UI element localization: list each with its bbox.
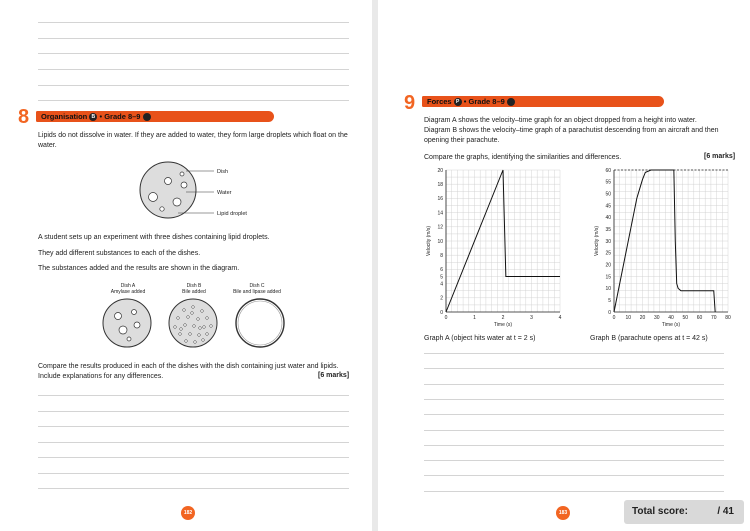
question-number: 9 — [404, 92, 416, 114]
lipid-droplet — [181, 182, 187, 188]
banner-grade: Grade 8–9 — [468, 97, 505, 106]
y-tick-label: 18 — [437, 182, 443, 188]
small-droplet — [187, 316, 190, 319]
x-tick-label: 20 — [639, 315, 646, 321]
y-tick-label: 10 — [605, 286, 611, 293]
answer-line — [424, 368, 724, 369]
intro-text-b: Diagram B shows the velocity–time graph of a parachutist descending from an aircraft and then opening their parachute. — [424, 127, 719, 144]
x-tick-label: 80 — [725, 315, 731, 321]
x-tick-label: 1 — [473, 315, 476, 321]
graph-b-caption: Graph B (parachute opens at t = 42 s) — [590, 335, 708, 342]
y-tick-label: 2 — [440, 295, 443, 302]
graph-b — [592, 164, 734, 330]
y-tick-label: 0 — [440, 309, 443, 316]
answer-line — [38, 411, 349, 412]
y-tick-label: 5 — [440, 274, 443, 281]
dish-b-caption — [164, 283, 224, 295]
x-tick-label: 10 — [625, 315, 632, 321]
water-label: Water — [217, 190, 232, 196]
y-tick-label: 10 — [437, 238, 443, 245]
dish-a-name: Dish A — [120, 283, 136, 289]
x-tick-label: 0 — [444, 315, 448, 321]
y-tick-label: 6 — [440, 267, 443, 274]
small-droplet — [199, 327, 202, 330]
maths-badge-icon — [507, 98, 515, 106]
three-dishes-diagram — [100, 298, 290, 350]
y-tick-label: 30 — [605, 238, 611, 245]
answer-line — [38, 442, 349, 443]
total-score-label: Total score: — [632, 506, 688, 517]
y-axis-label: Velocity (m/s) — [426, 225, 432, 257]
answer-line — [38, 426, 349, 427]
dish-a — [103, 299, 151, 347]
total-score-box — [624, 500, 744, 524]
small-droplet — [192, 306, 195, 309]
small-droplet — [191, 312, 194, 315]
x-tick-label: 4 — [558, 315, 562, 321]
y-tick-label: 12 — [437, 224, 443, 231]
answer-line — [424, 399, 724, 400]
y-tick-label: 16 — [437, 196, 443, 203]
x-tick-label: 60 — [696, 315, 703, 321]
dish-a-caption — [98, 283, 158, 295]
answer-line — [424, 414, 724, 415]
x-tick-label: 40 — [668, 315, 674, 321]
page-number: 182 — [181, 506, 195, 520]
x-tick-label: 70 — [710, 315, 717, 321]
answer-line — [38, 473, 349, 474]
y-tick-label: 14 — [437, 210, 443, 217]
banner-topic: Forces — [427, 97, 452, 106]
task-text: Compare the graphs, identifying the similarities and differences. — [424, 154, 622, 161]
right-page — [378, 0, 750, 531]
small-droplet — [177, 317, 180, 320]
x-tick-label: 3 — [530, 315, 533, 321]
answer-line — [424, 430, 724, 431]
bullet-separator: • — [99, 112, 103, 121]
answer-line — [38, 69, 349, 70]
y-tick-label: 45 — [605, 203, 611, 210]
question-text: Compare the results produced in each of the dishes with the dish containing just water and lipids. Include explanations for any differences. — [38, 363, 339, 380]
answer-line — [424, 475, 724, 476]
graph-a — [424, 164, 566, 330]
x-axis-label: Time (s) — [493, 322, 513, 328]
y-tick-label: 8 — [440, 253, 443, 259]
dish-label: Dish — [217, 169, 229, 175]
small-droplet — [185, 340, 188, 343]
dish-c — [236, 299, 284, 347]
y-tick-label: 40 — [605, 215, 611, 222]
answer-line — [38, 488, 349, 489]
answer-line — [38, 38, 349, 39]
x-tick-label: 2 — [501, 315, 505, 321]
answer-line — [38, 53, 349, 54]
banner-topic: Organisation — [41, 112, 88, 121]
small-droplet — [174, 326, 177, 329]
dish-a-added: Amylase added — [110, 289, 146, 295]
answer-line — [424, 353, 724, 354]
dish-c-added: Bile and lipase added — [233, 289, 281, 295]
lipid-label: Lipid droplet — [217, 211, 247, 217]
dish-circle — [140, 162, 196, 218]
lipid-droplet — [160, 207, 164, 211]
answer-line — [424, 384, 724, 385]
marks-label: [6 marks] — [704, 153, 736, 160]
small-droplet — [194, 341, 197, 344]
y-tick-label: 20 — [605, 262, 611, 269]
paragraph-2: They add different substances to each of the dishes. — [38, 250, 201, 257]
small-droplet — [201, 310, 204, 313]
small-droplet — [193, 325, 196, 328]
question-number: 8 — [18, 106, 30, 128]
y-tick-label: 20 — [437, 167, 443, 174]
small-droplet — [202, 339, 205, 342]
small-droplet — [183, 309, 186, 312]
banner-label — [427, 97, 515, 106]
dish-c-name: Dish C — [249, 283, 265, 289]
dish-b-name: Dish B — [186, 283, 202, 289]
answer-line — [38, 395, 349, 396]
small-droplet — [206, 317, 209, 320]
lipid-droplet — [173, 198, 181, 206]
y-tick-label: 50 — [605, 191, 611, 198]
intro-text-a: Diagram A shows the velocity–time graph for an object dropped from a height into water. — [424, 117, 697, 124]
small-droplet — [197, 318, 200, 321]
small-droplet — [180, 328, 183, 331]
x-tick-label: 50 — [682, 315, 689, 321]
small-droplet — [206, 333, 209, 336]
answer-line — [38, 22, 349, 23]
small-droplet — [210, 325, 213, 328]
y-tick-label: 15 — [605, 274, 611, 281]
graph-a-caption: Graph A (object hits water at t = 2 s) — [424, 335, 536, 342]
paragraph-1: A student sets up an experiment with three dishes containing lipid droplets. — [38, 234, 270, 241]
total-score-value: / 41 — [717, 506, 734, 517]
y-tick-label: 55 — [605, 179, 611, 186]
paragraph-3: The substances added and the results are shown in the diagram. — [38, 265, 240, 272]
lipid-droplet — [165, 178, 172, 185]
bullet-separator: • — [463, 97, 467, 106]
banner-label — [41, 112, 151, 121]
y-tick-label: 35 — [605, 226, 611, 233]
small-droplet — [189, 333, 192, 336]
y-axis-label: Velocity (m/s) — [594, 225, 600, 257]
y-tick-label: 25 — [605, 250, 611, 257]
y-tick-label: 0 — [608, 309, 611, 316]
dish-b-added: Bile added — [182, 289, 206, 295]
answer-line — [38, 457, 349, 458]
banner-grade: Grade 8–9 — [104, 112, 141, 121]
answer-line — [424, 445, 724, 446]
small-droplet — [203, 326, 206, 329]
answer-line — [424, 460, 724, 461]
y-tick-label: 60 — [605, 167, 611, 174]
answer-line — [424, 491, 724, 492]
y-tick-label: 4 — [440, 281, 443, 288]
lipid-droplet — [180, 172, 184, 176]
x-tick-label: 30 — [653, 315, 660, 321]
science-badge-icon: B — [89, 113, 97, 121]
page-number: 183 — [556, 506, 570, 520]
marks-label: [6 marks] — [318, 372, 350, 379]
small-droplet — [184, 324, 187, 327]
small-droplet — [198, 334, 201, 337]
answer-line — [38, 85, 349, 86]
left-page — [0, 0, 372, 531]
lipid-droplet — [149, 193, 158, 202]
small-droplet — [179, 333, 182, 336]
practical-badge-icon — [143, 113, 151, 121]
x-axis-label: Time (s) — [661, 322, 681, 328]
y-tick-label: 5 — [608, 297, 611, 304]
physics-badge-icon: P — [454, 98, 462, 106]
lipid-dish-diagram — [130, 160, 290, 222]
answer-line — [38, 100, 349, 101]
dish-c-caption — [222, 283, 292, 295]
x-tick-label: 0 — [612, 315, 616, 321]
intro-text: Lipids do not dissolve in water. If they are added to water, they form large droplets which float on the water. — [38, 132, 348, 149]
dish-b — [169, 299, 217, 347]
